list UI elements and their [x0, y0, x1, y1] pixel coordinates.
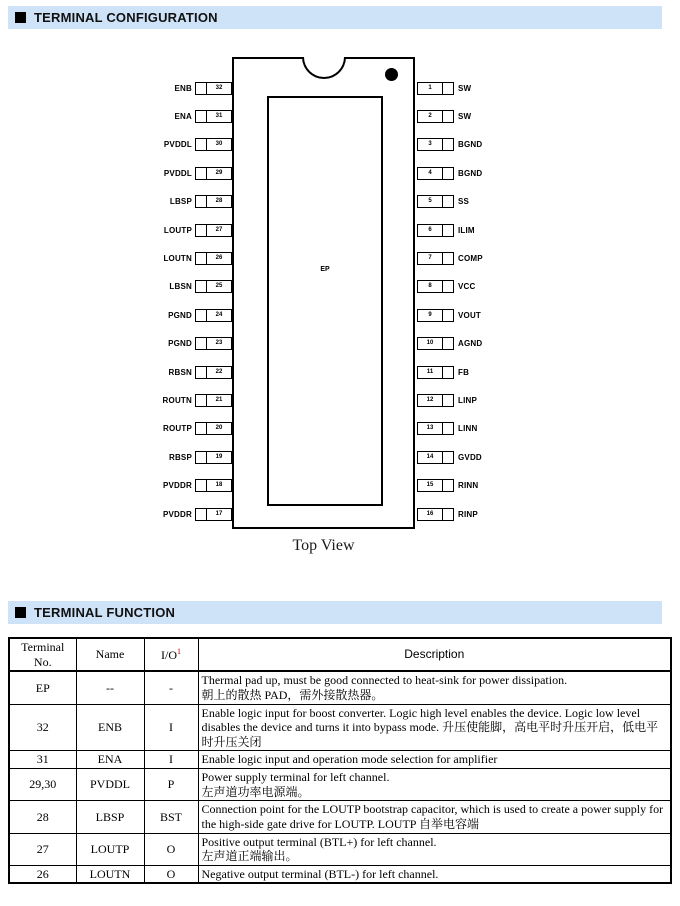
- package-notch-icon: [302, 57, 346, 79]
- pin-label-lbsp-28: LBSP: [169, 197, 192, 207]
- pin-stub: [442, 423, 453, 434]
- pin-stub: [442, 139, 453, 150]
- pin-label-pvddr-17: PVDDR: [162, 509, 192, 519]
- pin-number: 6: [428, 226, 432, 233]
- pin-stub: [442, 83, 453, 94]
- pin-2-box: [417, 110, 454, 123]
- pin-stub: [442, 338, 453, 349]
- pin-stub: [196, 509, 207, 520]
- pin-label-pgnd-23: PGND: [168, 339, 192, 349]
- cell-terminal-no: 32: [9, 704, 76, 751]
- cell-name: LBSP: [76, 801, 144, 833]
- pin-number: 10: [426, 340, 434, 347]
- pin-stub: [442, 395, 453, 406]
- pin-9-box: [417, 309, 454, 322]
- exposed-pad-label: EP: [320, 266, 330, 273]
- pin-18-box: [195, 479, 232, 492]
- pin-26-box: [195, 252, 232, 265]
- pin-stub: [442, 253, 453, 264]
- pin-number: 20: [215, 425, 223, 432]
- cell-io: -: [144, 671, 198, 704]
- cell-description: [198, 833, 671, 865]
- pin-label-routn-21: ROUTN: [162, 395, 192, 405]
- pin-label-linn-13: LINN: [458, 424, 478, 434]
- pin-16-box: [417, 508, 454, 521]
- description-line: 左声道功率电源端。: [201, 784, 310, 799]
- pin-label-ena-31: ENA: [174, 111, 192, 121]
- pin1-dot-icon: [385, 68, 398, 81]
- pin-number: 30: [215, 141, 223, 148]
- pin-29-box: [195, 167, 232, 180]
- pin-label-vcc-8: VCC: [458, 282, 476, 292]
- pin-label-pvddr-18: PVDDR: [162, 481, 192, 491]
- header-terminal-no: Terminal No.: [9, 638, 76, 671]
- pin-number: 21: [215, 396, 223, 403]
- pin-label-pvddl-30: PVDDL: [163, 140, 192, 150]
- cell-description: [198, 769, 671, 801]
- pin-label-rinn-15: RINN: [458, 481, 479, 491]
- cell-terminal-no: EP: [9, 671, 76, 704]
- pin-label-pvddl-29: PVDDL: [163, 168, 192, 178]
- pin-3-box: [417, 138, 454, 151]
- description-line: Thermal pad up, must be good connected to heat-sink for power dissipation.: [201, 673, 568, 688]
- description-line: Enable logic input and operation mode selection for amplifier: [201, 752, 498, 767]
- pin-label-enb-32: ENB: [174, 83, 192, 93]
- table-row: [9, 801, 671, 833]
- pin-stub: [442, 480, 453, 491]
- pin-stub: [196, 480, 207, 491]
- cell-name: PVDDL: [76, 769, 144, 801]
- pin-label-rbsn-22: RBSN: [168, 367, 192, 377]
- pin-stub: [196, 395, 207, 406]
- pin-label-rinp-16: RINP: [458, 509, 478, 519]
- pin-label-lbsn-25: LBSN: [169, 282, 192, 292]
- pin-label-ilim-6: ILIM: [458, 225, 475, 235]
- pin-number: 26: [215, 254, 223, 261]
- description-line: Connection point for the LOUTP bootstrap capacitor, which is used to create a power supply for the high-side gate drive for LOUTP. LOUTP 自举电容端: [201, 802, 664, 831]
- pin-17-box: [195, 508, 232, 521]
- header-name: Name: [76, 638, 144, 671]
- pin-stub: [196, 168, 207, 179]
- cell-terminal-no: 29,30: [9, 769, 76, 801]
- pin-stub: [196, 367, 207, 378]
- table-row: [9, 769, 671, 801]
- diagram-caption: Top View: [292, 537, 355, 554]
- pin-25-box: [195, 280, 232, 293]
- table-row: [9, 671, 671, 704]
- cell-io: BST: [144, 801, 198, 833]
- cell-io: O: [144, 865, 198, 883]
- pin-stub: [442, 225, 453, 236]
- pin-number: 13: [426, 425, 434, 432]
- terminal-configuration-header: [8, 6, 662, 29]
- pin-number: 14: [426, 453, 434, 460]
- pin-label-rbsp-19: RBSP: [168, 452, 192, 462]
- pin-label-routp-20: ROUTP: [163, 424, 192, 434]
- pin-number: 4: [428, 169, 432, 176]
- pin-number: 27: [215, 226, 223, 233]
- cell-name: LOUTP: [76, 833, 144, 865]
- pin-number: 23: [215, 340, 223, 347]
- description-line: 左声道正端输出。: [201, 849, 298, 864]
- pin-label-sw-2: SW: [458, 111, 472, 121]
- pin-number: 12: [426, 396, 434, 403]
- cell-name: LOUTN: [76, 865, 144, 883]
- section-title: TERMINAL CONFIGURATION: [34, 10, 218, 25]
- pin-30-box: [195, 138, 232, 151]
- pin-28-box: [195, 195, 232, 208]
- pin-5-box: [417, 195, 454, 208]
- pin-10-box: [417, 337, 454, 350]
- pin-label-comp-7: COMP: [458, 253, 483, 263]
- pin-stub: [442, 196, 453, 207]
- pin-11-box: [417, 366, 454, 379]
- pin-number: 32: [215, 84, 223, 91]
- pin-number: 9: [428, 311, 432, 318]
- description-line: Power supply terminal for left channel.: [201, 770, 390, 784]
- cell-description: [198, 801, 671, 833]
- pin-stub: [196, 83, 207, 94]
- pin-21-box: [195, 394, 232, 407]
- pin-stub: [196, 423, 207, 434]
- pin-stub: [196, 452, 207, 463]
- pin-20-box: [195, 422, 232, 435]
- pin-27-box: [195, 224, 232, 237]
- pin-stub: [196, 281, 207, 292]
- terminal-function-table: [8, 637, 672, 884]
- square-bullet-icon: [15, 607, 26, 618]
- pin-stub: [196, 225, 207, 236]
- pin-22-box: [195, 366, 232, 379]
- pin-15-box: [417, 479, 454, 492]
- pin-number: 22: [215, 368, 223, 375]
- cell-description: [198, 704, 671, 751]
- pin-stub: [196, 196, 207, 207]
- pin-number: 7: [428, 254, 432, 261]
- pin-stub: [196, 338, 207, 349]
- cell-io: I: [144, 751, 198, 769]
- cell-io: I: [144, 704, 198, 751]
- section-title: TERMINAL FUNCTION: [34, 605, 176, 620]
- pin-stub: [442, 310, 453, 321]
- pin-stub: [442, 509, 453, 520]
- pin-label-sw-1: SW: [458, 83, 472, 93]
- description-line: Positive output terminal (BTL+) for left channel.: [201, 834, 437, 849]
- pin-7-box: [417, 252, 454, 265]
- pin-number: 2: [428, 112, 432, 119]
- pin-number: 17: [215, 510, 223, 517]
- pin-8-box: [417, 280, 454, 293]
- terminal-function-header: [8, 601, 662, 624]
- cell-description: [198, 751, 671, 769]
- cell-terminal-no: 27: [9, 833, 76, 865]
- table-row: [9, 751, 671, 769]
- cell-terminal-no: 28: [9, 801, 76, 833]
- pin-stub: [196, 111, 207, 122]
- pin-label-vout-9: VOUT: [458, 310, 482, 320]
- description-line: Negative output terminal (BTL-) for left channel.: [201, 866, 439, 881]
- pin-14-box: [417, 451, 454, 464]
- pin-label-bgnd-4: BGND: [458, 168, 483, 178]
- pin-stub: [196, 253, 207, 264]
- pin-13-box: [417, 422, 454, 435]
- cell-name: ENA: [76, 751, 144, 769]
- pin-31-box: [195, 110, 232, 123]
- pin-stub: [442, 168, 453, 179]
- cell-io: P: [144, 769, 198, 801]
- table-row: [9, 865, 671, 883]
- pin-stub: [442, 111, 453, 122]
- pin-number: 8: [428, 283, 432, 290]
- pin-label-loutn-26: LOUTN: [163, 253, 192, 263]
- pin-label-linp-12: LINP: [458, 395, 478, 405]
- pin-19-box: [195, 451, 232, 464]
- pin-stub: [442, 452, 453, 463]
- table-row: [9, 833, 671, 865]
- pin-label-gvdd-14: GVDD: [458, 452, 482, 462]
- table-row: [9, 704, 671, 751]
- description-line: 朝上的散热 PAD，需外接散热器。: [201, 687, 384, 702]
- pin-label-loutp-27: LOUTP: [163, 225, 192, 235]
- pin-stub: [196, 310, 207, 321]
- square-bullet-icon: [15, 12, 26, 23]
- pin-12-box: [417, 394, 454, 407]
- pin-number: 1: [428, 84, 432, 91]
- cell-name: ENB: [76, 704, 144, 751]
- pin-number: 28: [215, 198, 223, 205]
- pin-32-box: [195, 82, 232, 95]
- pin-number: 19: [215, 453, 223, 460]
- cell-description: [198, 671, 671, 704]
- table-header-row: [9, 638, 671, 671]
- pin-stub: [196, 139, 207, 150]
- pin-6-box: [417, 224, 454, 237]
- cell-io: O: [144, 833, 198, 865]
- header-io: $I/O^1$: [144, 638, 198, 671]
- pin-number: 29: [215, 169, 223, 176]
- pin-number: 11: [426, 368, 434, 375]
- pin-stub: [442, 367, 453, 378]
- cell-terminal-no: 26: [9, 865, 76, 883]
- pin-stub: [442, 281, 453, 292]
- pin-number: 5: [428, 198, 432, 205]
- pin-number: 16: [426, 510, 434, 517]
- cell-terminal-no: 31: [9, 751, 76, 769]
- pin-number: 31: [215, 112, 223, 119]
- ic-package-outline: [232, 57, 415, 529]
- header-description: Description: [198, 638, 671, 671]
- pin-label-agnd-10: AGND: [458, 339, 483, 349]
- pin-1-box: [417, 82, 454, 95]
- pin-number: 24: [215, 311, 223, 318]
- pin-label-bgnd-3: BGND: [458, 140, 483, 150]
- io-footnote-superscript: 1: [177, 646, 181, 656]
- pin-4-box: [417, 167, 454, 180]
- exposed-pad-outline: [267, 96, 383, 506]
- pin-label-fb-11: FB: [458, 367, 470, 377]
- cell-name: --: [76, 671, 144, 704]
- pin-number: 3: [428, 141, 432, 148]
- description-line: Enable logic input for boost converter. Logic high level enables the device. Logic low level disables the device and turns it into bypass mode. 升压使能脚，高电平时升压开启，低电平时升压关闭: [201, 705, 659, 749]
- cell-description: [198, 865, 671, 883]
- pin-number: 18: [215, 482, 223, 489]
- pin-label-pgnd-24: PGND: [168, 310, 192, 320]
- pin-number: 15: [426, 482, 434, 489]
- pin-label-ss-5: SS: [458, 197, 470, 207]
- pin-24-box: [195, 309, 232, 322]
- pin-23-box: [195, 337, 232, 350]
- pin-number: 25: [215, 283, 223, 290]
